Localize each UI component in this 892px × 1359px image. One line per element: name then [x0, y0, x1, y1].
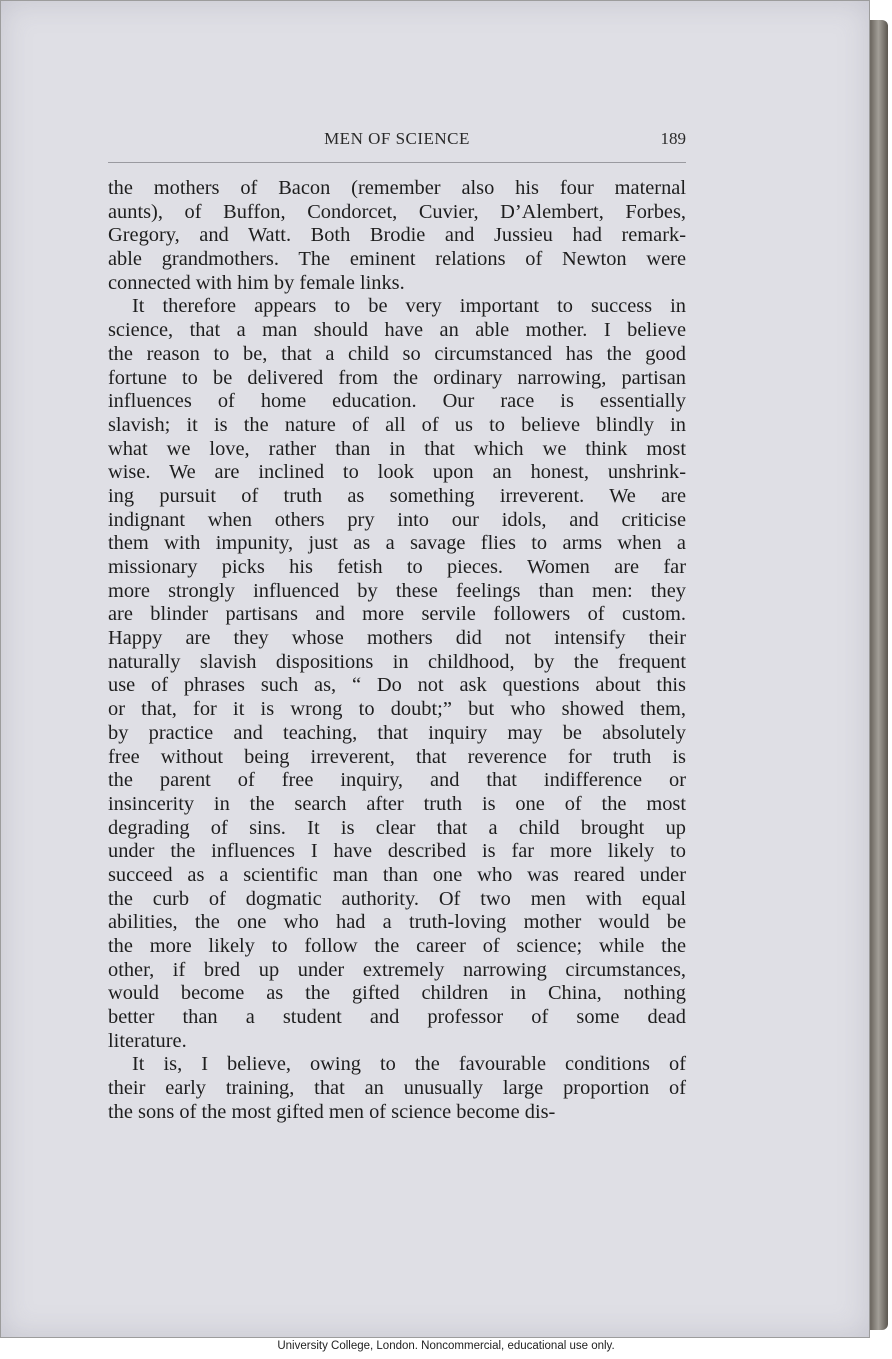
- header-rule: [108, 162, 686, 163]
- text-line: the curb of dogmatic authority. Of two men with equal: [108, 887, 686, 910]
- text-line: more strongly influenced by these feelings than men: they: [108, 579, 686, 602]
- text-line: abilities, the one who had a truth-loving mother would be: [108, 911, 686, 934]
- text-line: aunts), of Buffon, Condorcet, Cuvier, D’Alembert, Forbes,: [108, 200, 686, 223]
- page-number: 189: [660, 129, 686, 148]
- text-line: science, that a man should have an able mother. I believe: [108, 319, 686, 342]
- text-line: or that, for it is wrong to doubt;” but who showed them,: [108, 698, 686, 721]
- paragraph: [108, 1053, 686, 1124]
- text-line: what we love, rather than in that which we think most: [108, 437, 686, 460]
- text-line: the parent of free inquiry, and that indifference or: [108, 769, 686, 792]
- running-head: [108, 129, 686, 153]
- text-line: other, if bred up under extremely narrowing circumstances,: [108, 958, 686, 981]
- paragraph: [108, 177, 686, 295]
- text-line: the sons of the most gifted men of science become dis-: [108, 1100, 556, 1123]
- text-line: It is, I believe, owing to the favourable conditions of: [132, 1053, 686, 1076]
- text-line: free without being irreverent, that reverence for truth is: [108, 745, 686, 768]
- text-line: fortune to be delivered from the ordinary narrowing, partisan: [108, 366, 686, 389]
- text-line: It therefore appears to be very important to success in: [132, 295, 686, 318]
- text-line: better than a student and professor of some dead: [108, 1006, 686, 1029]
- text-line: the reason to be, that a child so circumstanced has the good: [108, 342, 686, 365]
- text-line: indignant when others pry into our idols, and criticise: [108, 508, 686, 531]
- text-line: influences of home education. Our race is essentially: [108, 390, 686, 413]
- text-line: insincerity in the search after truth is one of the most: [108, 792, 686, 815]
- text-line: their early training, that an unusually large proportion of: [108, 1077, 686, 1100]
- text-line: literature.: [108, 1029, 187, 1052]
- text-line: Gregory, and Watt. Both Brodie and Jussieu had remark-: [108, 224, 686, 247]
- text-line: connected with him by female links.: [108, 271, 405, 294]
- body-text: [108, 177, 686, 1125]
- text-line: wise. We are inclined to look upon an honest, unshrink-: [108, 461, 686, 484]
- text-line: the more likely to follow the career of science; while the: [108, 935, 686, 957]
- text-line: the mothers of Bacon (remember also his four maternal: [108, 177, 686, 199]
- text-line: by practice and teaching, that inquiry may be absolutely: [108, 721, 686, 744]
- text-line: able grandmothers. The eminent relations of Newton were: [108, 248, 686, 271]
- text-line: succeed as a scientific man than one who was reared under: [108, 863, 686, 886]
- text-line: them with impunity, just as a savage flies to arms when a: [108, 532, 686, 555]
- text-line: under the influences I have described is far more likely to: [108, 840, 686, 863]
- paragraph: [108, 295, 686, 1053]
- text-line: naturally slavish dispositions in childhood, by the frequent: [108, 650, 686, 673]
- text-line: ing pursuit of truth as something irreverent. We are: [108, 484, 686, 507]
- text-line: slavish; it is the nature of all of us to believe blindly in: [108, 413, 686, 436]
- text-line: would become as the gifted children in China, nothing: [108, 982, 686, 1005]
- text-line: use of phrases such as, “ Do not ask questions about this: [108, 674, 686, 697]
- text-line: degrading of sins. It is clear that a child brought up: [108, 816, 686, 839]
- copyright-footer: University College, London. Noncommercial, educational use only.: [277, 1340, 615, 1352]
- text-line: are blinder partisans and more servile followers of custom.: [108, 603, 686, 626]
- text-line: Happy are they whose mothers did not intensify their: [108, 627, 686, 650]
- text-line: missionary picks his fetish to pieces. Women are far: [108, 556, 686, 578]
- running-head-title: MEN OF SCIENCE: [324, 129, 470, 148]
